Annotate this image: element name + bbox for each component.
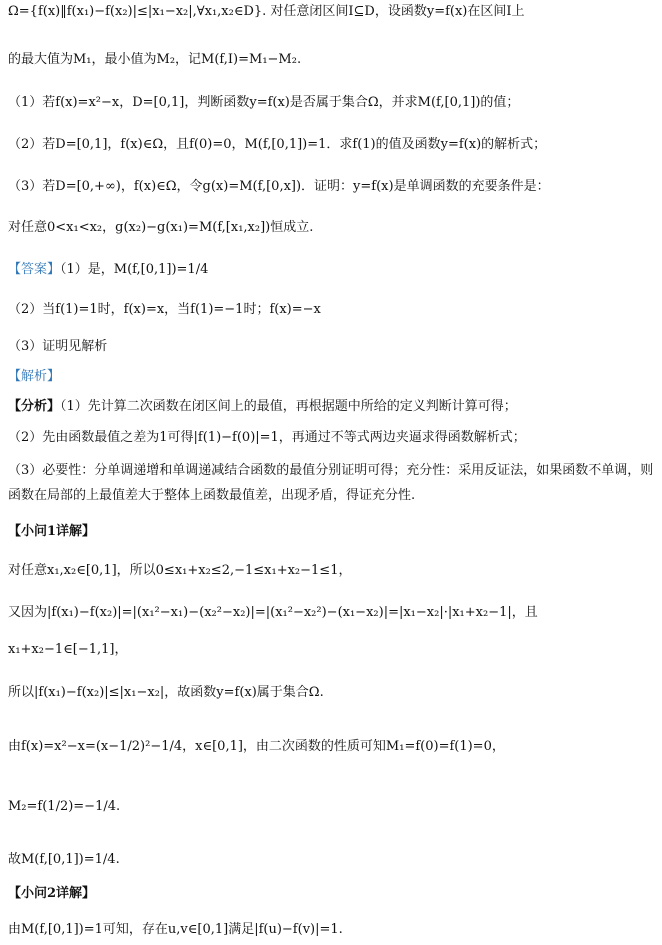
detail-1-step-6: M₂=f(1/2)=−1/4.: [8, 799, 121, 814]
answer-1: [8, 260, 656, 280]
detail-1-step-3: x₁+x₂−1∈[−1,1]，: [8, 642, 128, 657]
analysis-part-1-text: （1）先计算二次函数在闭区间上的最值，再根据题中所给的定义判断计算可得；: [60, 399, 517, 414]
question-3: （3）若D=[0,+∞)，f(x)∈Ω，令g(x)=M(f,[0,x])．证明：y=f(x)是单调函数的充要条件是：: [8, 179, 550, 194]
detail-2-step-1: 由M(f,[0,1])=1可知，存在u,v∈[0,1]满足|f(u)−f(v)|=1.: [8, 922, 343, 937]
answer-2: （2）当f(1)=1时，f(x)=x，当f(1)=−1时；f(x)=−x: [8, 302, 321, 317]
analysis-part-2: （2）先由函数最值之差为1可得|f(1)−f(0)|=1，再通过不等式两边夹逼求得函数解析式；: [8, 430, 526, 445]
answer-3: （3）证明见解析: [8, 339, 108, 354]
question-2: （2）若D=[0,1]，f(x)∈Ω，且f(0)=0，M(f,[0,1])=1．求f(1)的值及函数y=f(x)的解析式；: [8, 137, 547, 152]
answer-tag: 【答案】: [8, 262, 61, 277]
detail-1-step-2: 又因为|f(x₁)−f(x₂)|=|(x₁²−x₁)−(x₂²−x₂)|=|(x₁²−x₂²)−(x₁−x₂)|=|x₁−x₂|·|x₁+x₂−1|，且: [8, 605, 538, 620]
analysis-label: 【分析】: [8, 399, 61, 414]
detail-1-heading: 【小问1详解】: [8, 524, 96, 539]
detail-1-step-4: 所以|f(x₁)−f(x₂)|≤|x₁−x₂|，故函数y=f(x)属于集合Ω.: [8, 685, 324, 700]
detail-1-step-7: 故M(f,[0,1])=1/4.: [8, 852, 120, 867]
detail-2-heading: 【小问2详解】: [8, 886, 96, 901]
max-min-definition-line: 的最大值为M₁，最小值为M₂，记M(f,I)=M₁−M₂.: [8, 52, 302, 67]
question-3-continued: 对任意0<x₁<x₂，g(x₂)−g(x₁)=M(f,[x₁,x₂])恒成立.: [8, 220, 314, 235]
set-definition-line: Ω={f(x)‖f(x₁)−f(x₂)|≤|x₁−x₂|,∀x₁,x₂∈D}. 对任意闭区间I⊆D，设函数y=f(x)在区间I上: [8, 4, 525, 19]
analysis-tag: 【解析】: [8, 369, 61, 384]
answer-1-text: （1）是，M(f,[0,1])=1/4: [60, 262, 209, 277]
question-1: （1）若f(x)=x²−x，D=[0,1]，判断函数y=f(x)是否属于集合Ω，并求M(f,[0,1])的值；: [8, 95, 520, 110]
detail-1-step-5: 由f(x)=x²−x=(x−1/2)²−1/4，x∈[0,1]，由二次函数的性质可知M₁=f(0)=f(1)=0，: [8, 739, 505, 754]
analysis-part-1: [8, 397, 656, 417]
analysis-part-3: （3）必要性：分单调递增和单调递减结合函数的最值分别证明可得；充分性：采用反证法，如果函数不单调，则函数在局部的上最值差大于整体上函数最值差，出现矛盾，得证充分性.: [8, 463, 654, 503]
detail-1-step-1: 对任意x₁,x₂∈[0,1]，所以0≤x₁+x₂≤2,−1≤x₁+x₂−1≤1，: [8, 563, 352, 578]
